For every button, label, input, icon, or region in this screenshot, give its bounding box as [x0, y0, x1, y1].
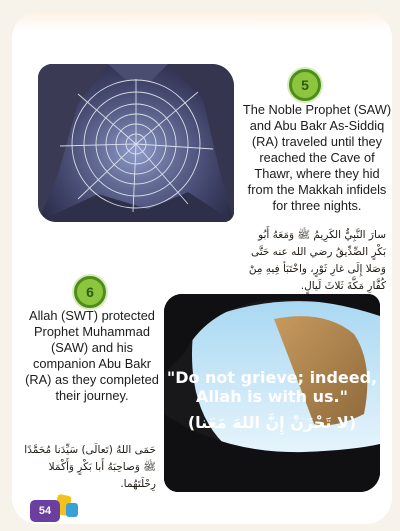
book-page [12, 12, 392, 524]
step-2-english-text: Allah (SWT) protected Prophet Muhammad (SAW) and his companion Abu Bakr (RA) as they completed their journey. [25, 308, 159, 403]
step-1-english-text: The Noble Prophet (SAW) and Abu Bakr As-Siddiq (RA) traveled until they reached the Cave of Thawr, where they hid from the Makkah infidels for three nights. [242, 102, 392, 213]
spider-web-drawing [38, 64, 234, 222]
step-2-arabic-text: حَمَى اللهُ (تَعالَى) سَيِّدَنا مُحَمَّدًا ﷺ وَصاحِبَهُ أَبا بَكْرٍ وَأَكْمَلا رِحْلَتَهُما. [24, 444, 156, 490]
quote-arabic: (لا تَحْزَنْ إِنَّ اللهَ مَعَنا) [187, 413, 357, 432]
quote-english: "Do not grieve; indeed, Allah is with us." [166, 368, 378, 406]
toy-block-decoration [66, 503, 78, 517]
step-number-badge: 5 [289, 69, 321, 101]
page-number: 54 [30, 500, 60, 522]
step-1-arabic-text: سارَ النَّبِيُّ الكَرِيمُ ﷺ وَمَعَهُ أَبُو بَكْرٍ الصِّدِّيقُ رضي الله عنه حَتَّى وَصَلا إِلَى غارِ ثَوْرٍ، واخْتَبَأ فِيهِ مِنْ كُفَّارِ مَكَّةَ ثَلاثَ لَيالٍ. [248, 229, 386, 292]
page-top-band [12, 12, 392, 30]
cave-mouth-quote-illustration [164, 294, 380, 492]
quote-block [164, 368, 380, 434]
cave-spider-web-illustration [38, 64, 234, 222]
step-number-badge: 6 [74, 276, 106, 308]
